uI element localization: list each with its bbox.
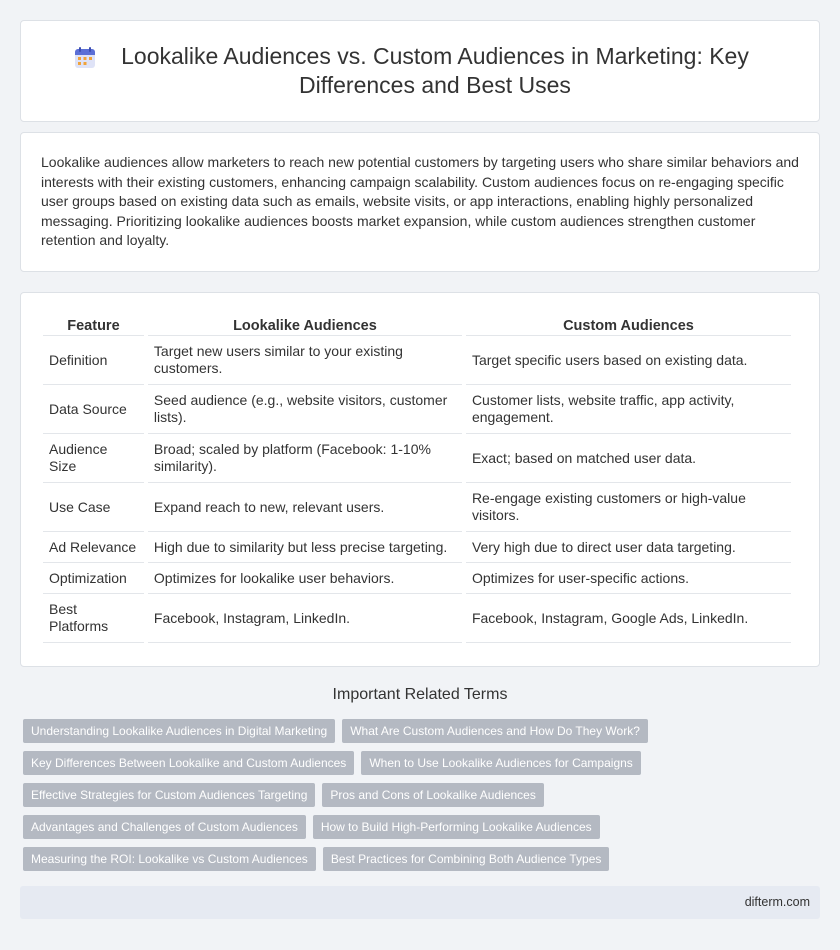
related-term-link[interactable]: Key Differences Between Lookalike and Custom Audiences xyxy=(23,751,354,775)
tag-row xyxy=(23,847,823,871)
row-label: Use Case xyxy=(43,483,144,532)
related-term-link[interactable]: Pros and Cons of Lookalike Audiences xyxy=(322,783,543,807)
comparison-table xyxy=(39,309,795,643)
tag-row xyxy=(23,751,823,775)
lookalike-cell: Facebook, Instagram, LinkedIn. xyxy=(148,594,462,643)
table-row xyxy=(43,563,791,594)
table-row xyxy=(43,594,791,643)
row-label: Best Platforms xyxy=(43,594,144,643)
row-label: Audience Size xyxy=(43,434,144,483)
intro-card xyxy=(20,132,820,272)
custom-cell: Customer lists, website traffic, app activity, engagement. xyxy=(466,385,791,434)
custom-cell: Re-engage existing customers or high-value visitors. xyxy=(466,483,791,532)
related-term-link[interactable]: What Are Custom Audiences and How Do They Work? xyxy=(342,719,648,743)
related-term-link[interactable]: When to Use Lookalike Audiences for Campaigns xyxy=(361,751,640,775)
custom-cell: Facebook, Instagram, Google Ads, LinkedIn. xyxy=(466,594,791,643)
row-label: Optimization xyxy=(43,563,144,594)
related-term-link[interactable]: Advantages and Challenges of Custom Audiences xyxy=(23,815,306,839)
custom-cell: Exact; based on matched user data. xyxy=(466,434,791,483)
tag-row xyxy=(23,815,823,839)
custom-cell: Optimizes for user-specific actions. xyxy=(466,563,791,594)
related-terms-list xyxy=(23,719,823,879)
header-custom: Custom Audiences xyxy=(466,309,791,336)
table-row xyxy=(43,434,791,483)
tag-row xyxy=(23,719,823,743)
related-term-link[interactable]: How to Build High-Performing Lookalike Audiences xyxy=(313,815,600,839)
comparison-table-card xyxy=(20,292,820,667)
related-term-link[interactable]: Best Practices for Combining Both Audience Types xyxy=(323,847,610,871)
lookalike-cell: Expand reach to new, relevant users. xyxy=(148,483,462,532)
row-label: Ad Relevance xyxy=(43,532,144,563)
table-row xyxy=(43,385,791,434)
intro-paragraph: Lookalike audiences allow marketers to reach new potential customers by targeting users who share similar behaviors and interests with their existing customers, enhancing campaign scalability. Custom audiences focus on re-engaging specific user groups based on existing data such as emails, website visits, or app interactions, enabling highly personalized messaging. Prioritizing lookalike audiences boosts market expansion, while custom audiences strengthen customer retention and loyalty. xyxy=(41,154,799,248)
related-term-link[interactable]: Effective Strategies for Custom Audiences Targeting xyxy=(23,783,315,807)
table-row xyxy=(43,483,791,532)
related-term-link[interactable]: Measuring the ROI: Lookalike vs Custom Audiences xyxy=(23,847,316,871)
tag-row xyxy=(23,783,823,807)
related-term-link[interactable]: Understanding Lookalike Audiences in Digital Marketing xyxy=(23,719,335,743)
related-terms-title: Important Related Terms xyxy=(332,686,508,703)
lookalike-cell: Target new users similar to your existing customers. xyxy=(148,336,462,385)
lookalike-cell: High due to similarity but less precise targeting. xyxy=(148,532,462,563)
footer xyxy=(20,886,820,919)
lookalike-cell: Optimizes for lookalike user behaviors. xyxy=(148,563,462,594)
row-label: Data Source xyxy=(43,385,144,434)
lookalike-cell: Seed audience (e.g., website visitors, customer lists). xyxy=(148,385,462,434)
custom-cell: Very high due to direct user data targeting. xyxy=(466,532,791,563)
table-row xyxy=(43,336,791,385)
row-label: Definition xyxy=(43,336,144,385)
custom-cell: Target specific users based on existing data. xyxy=(466,336,791,385)
header-lookalike: Lookalike Audiences xyxy=(148,309,462,336)
footer-site-link[interactable]: difterm.com xyxy=(744,895,810,909)
header-card xyxy=(20,20,820,122)
page-title: Lookalike Audiences vs. Custom Audiences in Marketing: Key Differences and Best Uses xyxy=(121,43,749,98)
table-row xyxy=(43,532,791,563)
header-feature: Feature xyxy=(43,309,144,336)
lookalike-cell: Broad; scaled by platform (Facebook: 1-10% similarity). xyxy=(148,434,462,483)
table-header-row xyxy=(43,309,791,336)
